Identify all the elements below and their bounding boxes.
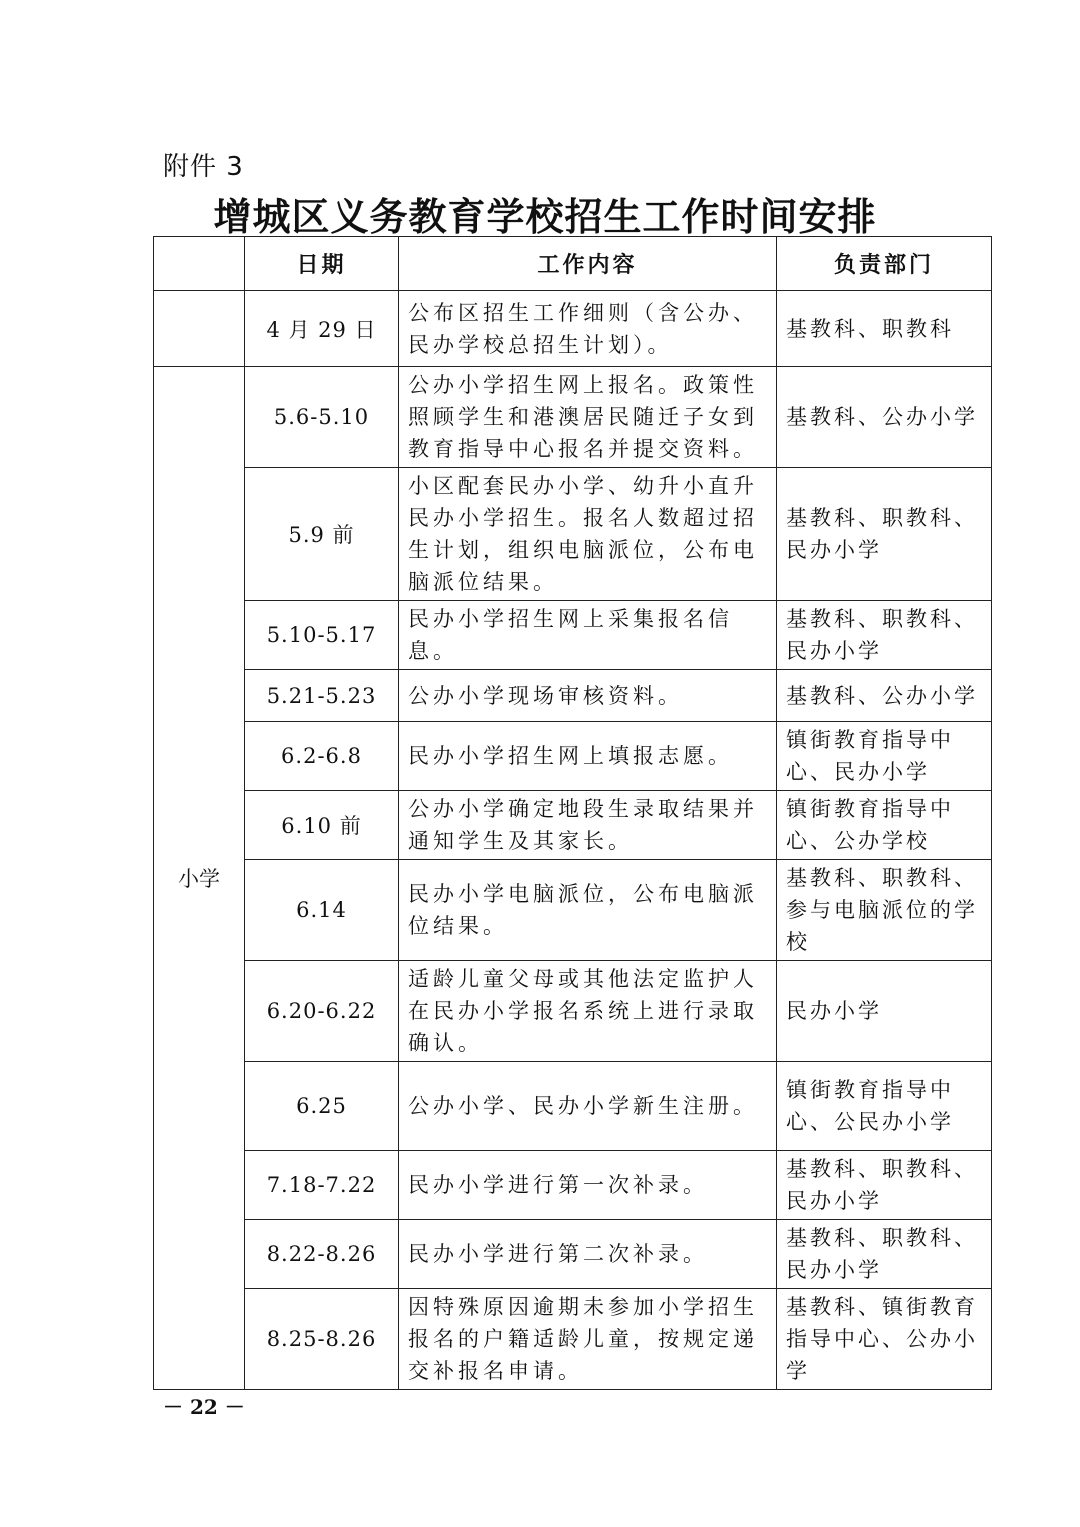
content-cell: 民办小学进行第一次补录。 xyxy=(399,1151,777,1220)
table-row xyxy=(154,1220,992,1289)
content-cell: 公办小学、民办小学新生注册。 xyxy=(399,1062,777,1151)
department-cell: 民办小学 xyxy=(777,961,992,1062)
date-cell: 5.21-5.23 xyxy=(245,670,399,722)
date-cell: 6.20-6.22 xyxy=(245,961,399,1062)
table-row xyxy=(154,1289,992,1390)
table-row xyxy=(154,722,992,791)
department-cell: 镇街教育指导中心、公民办小学 xyxy=(777,1062,992,1151)
header-category xyxy=(154,237,245,291)
header-content: 工作内容 xyxy=(399,237,777,291)
department-cell: 基教科、职教科、参与电脑派位的学校 xyxy=(777,860,992,961)
department-cell: 镇街教育指导中心、公办学校 xyxy=(777,791,992,860)
content-cell: 民办小学电脑派位，公布电脑派位结果。 xyxy=(399,860,777,961)
table-header-row xyxy=(154,237,992,291)
table-row xyxy=(154,670,992,722)
category-cell-empty xyxy=(154,291,245,367)
department-cell: 基教科、职教科、民办小学 xyxy=(777,468,992,601)
date-cell: 6.10 前 xyxy=(245,791,399,860)
department-cell: 基教科、镇街教育指导中心、公办小学 xyxy=(777,1289,992,1390)
content-cell: 适龄儿童父母或其他法定监护人在民办小学报名系统上进行录取确认。 xyxy=(399,961,777,1062)
department-cell: 基教科、职教科 xyxy=(777,291,992,367)
date-cell: 4 月 29 日 xyxy=(245,291,399,367)
content-cell: 公布区招生工作细则（含公办、民办学校总招生计划）。 xyxy=(399,291,777,367)
table-row xyxy=(154,1062,992,1151)
table-row xyxy=(154,1151,992,1220)
department-cell: 基教科、公办小学 xyxy=(777,670,992,722)
table-row xyxy=(154,601,992,670)
date-cell: 6.2-6.8 xyxy=(245,722,399,791)
header-department: 负责部门 xyxy=(777,237,992,291)
schedule-table xyxy=(153,236,992,1390)
content-cell: 小区配套民办小学、幼升小直升民办小学招生。报名人数超过招生计划，组织电脑派位，公布电脑派位结果。 xyxy=(399,468,777,601)
attachment-label: 附件 3 xyxy=(163,152,244,182)
table-row xyxy=(154,860,992,961)
department-cell: 基教科、职教科、民办小学 xyxy=(777,1151,992,1220)
header-date: 日期 xyxy=(245,237,399,291)
content-cell: 公办小学现场审核资料。 xyxy=(399,670,777,722)
table-row xyxy=(154,367,992,468)
page-number: － 22 － xyxy=(163,1395,245,1419)
date-cell: 6.25 xyxy=(245,1062,399,1151)
department-cell: 基教科、公办小学 xyxy=(777,367,992,468)
content-cell: 因特殊原因逾期未参加小学招生报名的户籍适龄儿童，按规定递交补报名申请。 xyxy=(399,1289,777,1390)
date-cell: 8.25-8.26 xyxy=(245,1289,399,1390)
date-cell: 6.14 xyxy=(245,860,399,961)
content-cell: 公办小学确定地段生录取结果并通知学生及其家长。 xyxy=(399,791,777,860)
department-cell: 镇街教育指导中心、民办小学 xyxy=(777,722,992,791)
table-row xyxy=(154,961,992,1062)
department-cell: 基教科、职教科、民办小学 xyxy=(777,601,992,670)
date-cell: 5.9 前 xyxy=(245,468,399,601)
table-row xyxy=(154,468,992,601)
group-label-primary: 小学 xyxy=(154,367,245,1390)
page-title: 增城区义务教育学校招生工作时间安排 xyxy=(213,195,877,239)
date-cell: 5.6-5.10 xyxy=(245,367,399,468)
date-cell: 8.22-8.26 xyxy=(245,1220,399,1289)
table-row xyxy=(154,291,992,367)
date-cell: 7.18-7.22 xyxy=(245,1151,399,1220)
content-cell: 民办小学招生网上填报志愿。 xyxy=(399,722,777,791)
content-cell: 民办小学招生网上采集报名信息。 xyxy=(399,601,777,670)
content-cell: 民办小学进行第二次补录。 xyxy=(399,1220,777,1289)
department-cell: 基教科、职教科、民办小学 xyxy=(777,1220,992,1289)
table-row xyxy=(154,791,992,860)
content-cell: 公办小学招生网上报名。政策性照顾学生和港澳居民随迁子女到教育指导中心报名并提交资料。 xyxy=(399,367,777,468)
date-cell: 5.10-5.17 xyxy=(245,601,399,670)
